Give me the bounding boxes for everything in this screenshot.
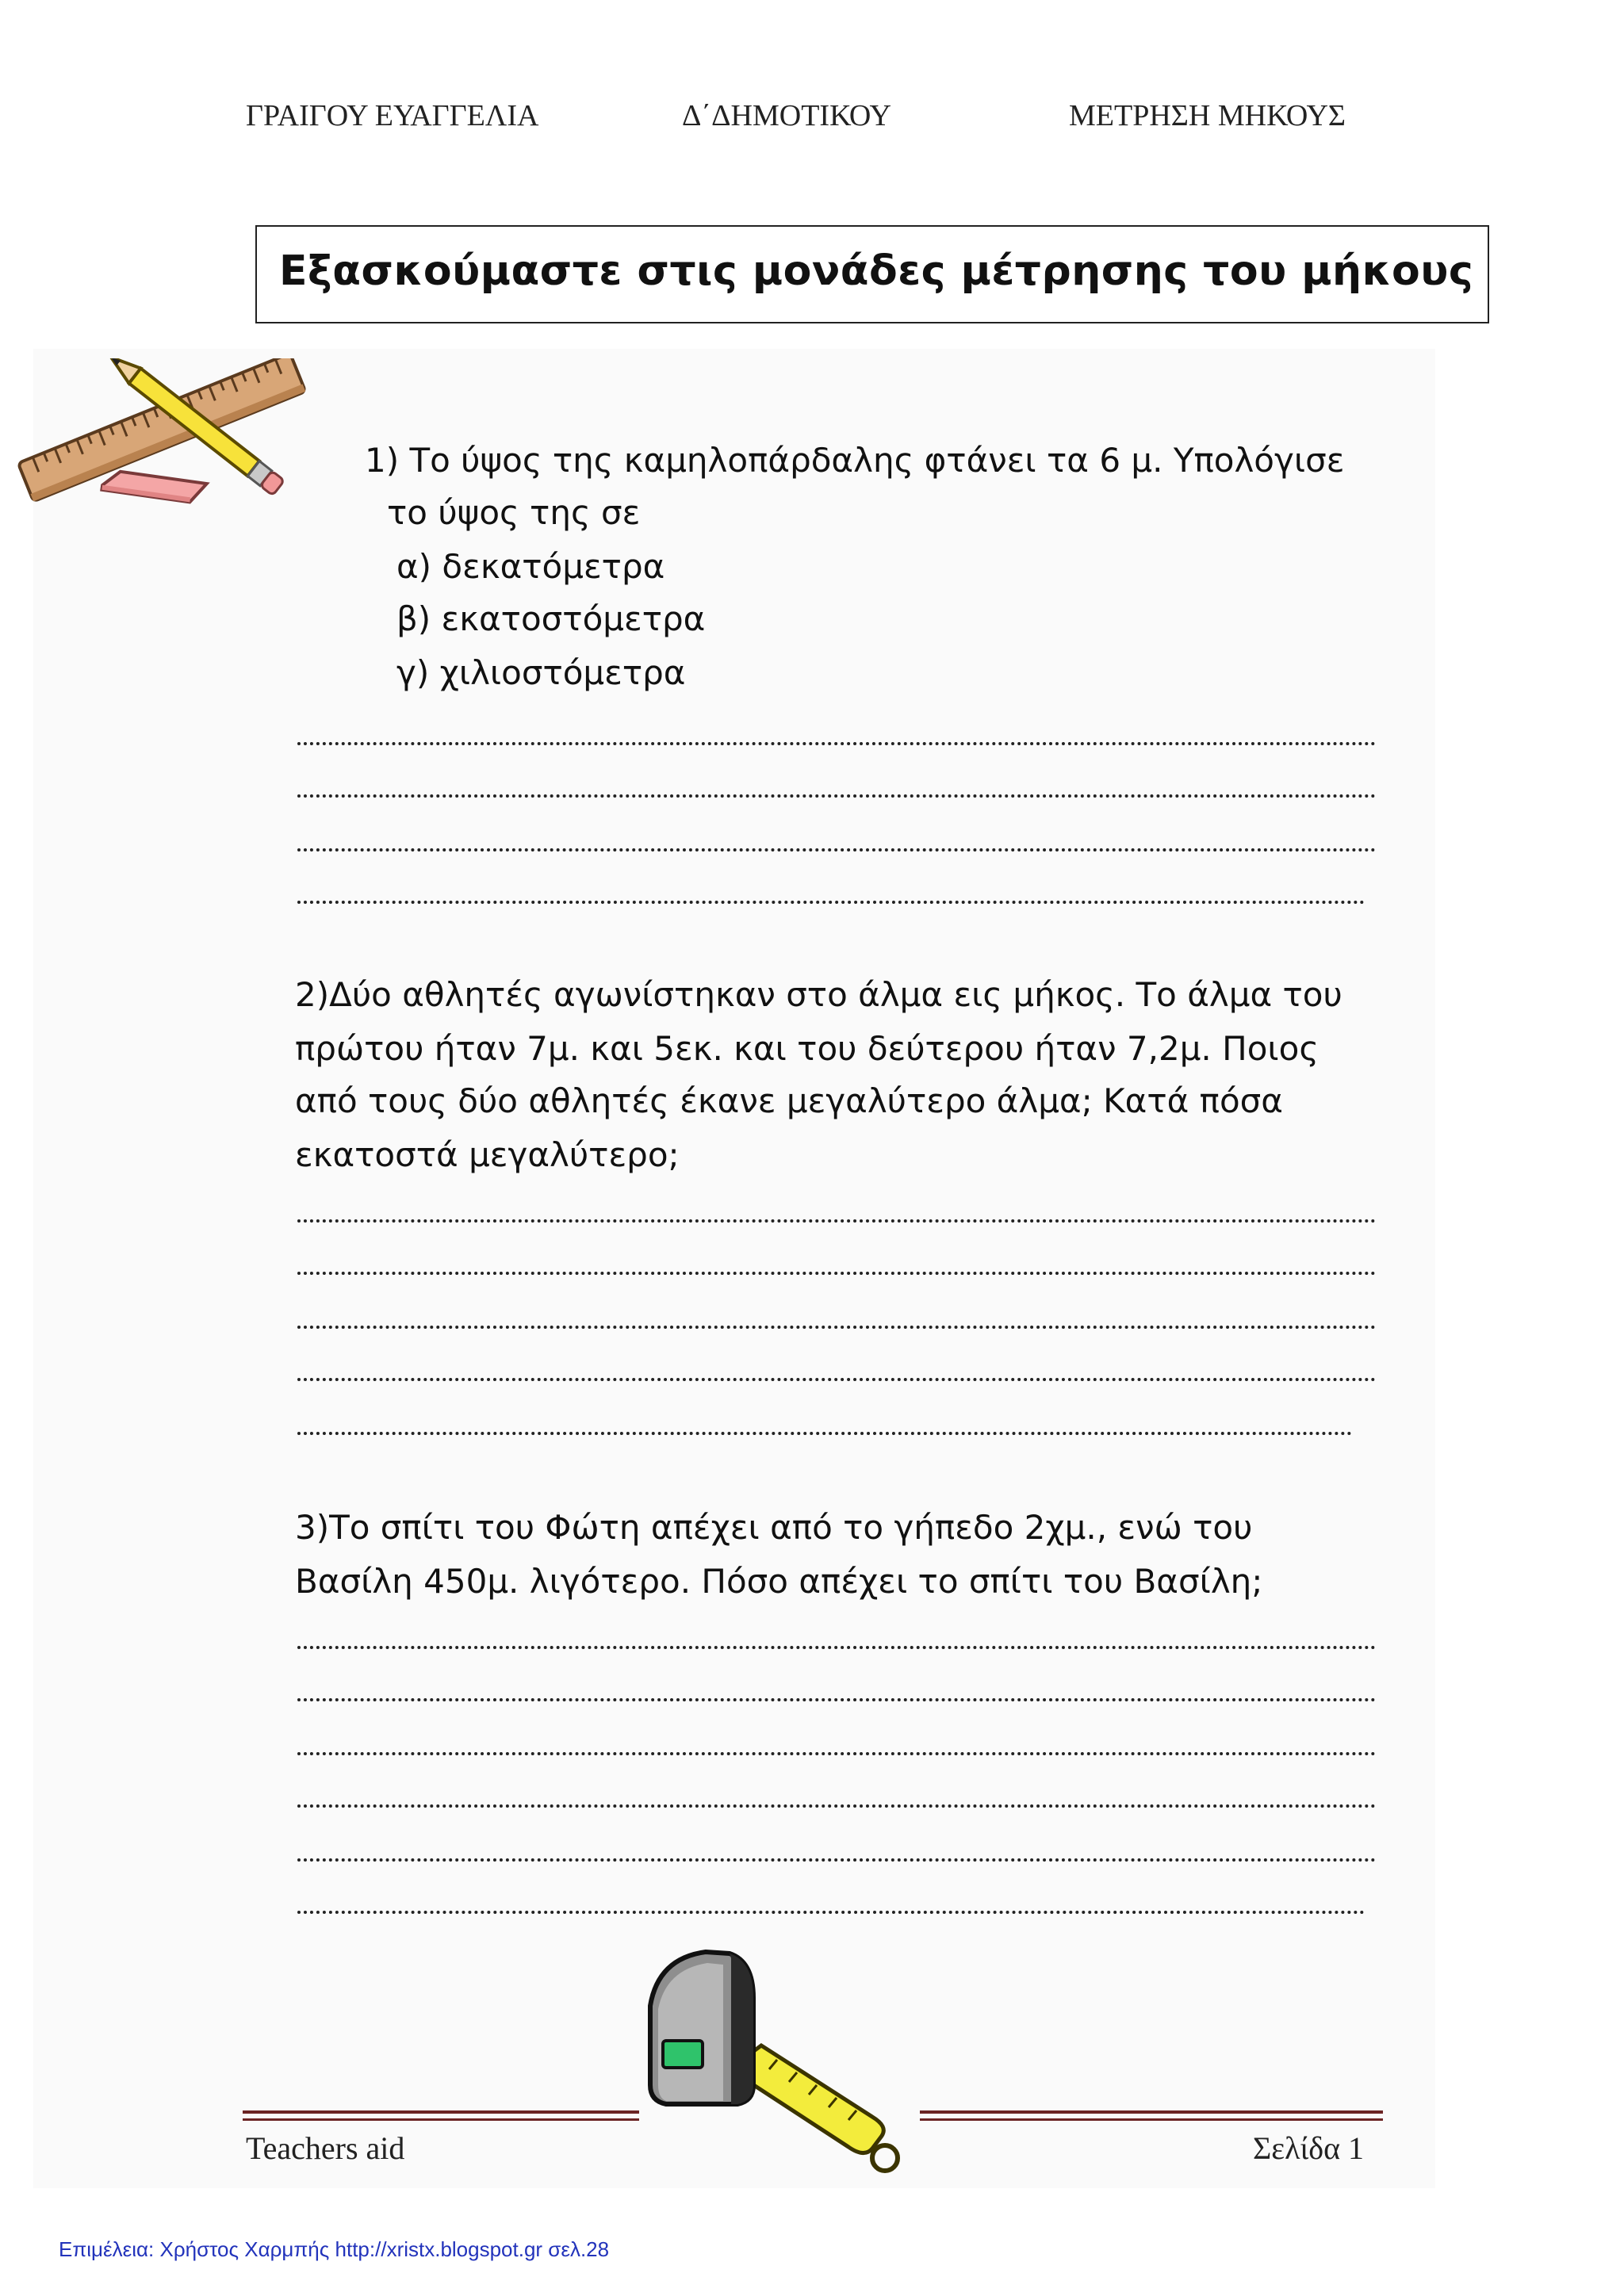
page-number: Σελίδα 1 (1253, 2130, 1365, 2166)
exercise-1-option-a: α) δεκατόμετρα (396, 547, 665, 586)
exercise-3-line-1: 3)Το σπίτι του Φώτη απέχει από το γήπεδο 2χμ., ενώ του (295, 1508, 1253, 1547)
exercise-2-line-2: πρώτου ήταν 7μ. και 5εκ. και του δεύτερου ήταν 7,2μ. Ποιος (295, 1029, 1319, 1068)
exercise-2-answer-line[interactable] (297, 1219, 1376, 1223)
exercise-1-answer-line[interactable] (297, 901, 1365, 904)
ruler-pencil-eraser-icon (11, 358, 320, 533)
exercise-1-option-b: β) εκατοστόμετρα (396, 599, 706, 638)
exercise-3-answer-line[interactable] (297, 1646, 1376, 1649)
footer-rule-right-thin (920, 2118, 1383, 2121)
exercise-2-answer-line[interactable] (297, 1326, 1376, 1329)
tape-measure-icon (634, 1942, 928, 2188)
footer-rule-left-thin (243, 2118, 639, 2121)
exercise-1-answer-line[interactable] (297, 794, 1376, 798)
exercise-2-line-3: από τους δύο αθλητές έκανε μεγαλύτερο άλμα; Κατά πόσα (295, 1081, 1283, 1120)
exercise-2-answer-line[interactable] (297, 1378, 1376, 1381)
exercise-1-option-c: γ) χιλιοστόμετρα (396, 653, 686, 692)
header-author: ΓΡΑΙΓΟΥ ΕΥΑΓΓΕΛΙΑ (246, 99, 539, 132)
exercise-3-answer-line[interactable] (297, 1752, 1376, 1755)
header-grade: Δ΄ΔΗΜΟΤΙΚΟΥ (682, 99, 891, 132)
exercise-3-answer-line[interactable] (297, 1804, 1376, 1808)
exercise-2-answer-line[interactable] (297, 1272, 1376, 1275)
exercise-1-line-2: το ύψος της σε (387, 493, 641, 532)
exercise-1-answer-line[interactable] (297, 848, 1376, 851)
footer-rule-left (243, 2110, 639, 2114)
exercise-3-answer-line[interactable] (297, 1858, 1376, 1862)
exercise-3-answer-line[interactable] (297, 1698, 1376, 1701)
credit-line: Επιμέλεια: Χρήστος Χαρμπής http://xristx.blogspot.gr σελ.28 (59, 2237, 610, 2261)
exercise-2-answer-line[interactable] (297, 1432, 1352, 1435)
exercise-3-line-2: Βασίλη 450μ. λιγότερο. Πόσο απέχει το σπίτι του Βασίλη; (295, 1562, 1263, 1601)
title-box (255, 225, 1489, 323)
footer-left-text: Teachers aid (246, 2130, 405, 2166)
exercise-1-answer-line[interactable] (297, 742, 1376, 745)
header-topic: ΜΕΤΡΗΣΗ ΜΗΚΟΥΣ (1069, 99, 1346, 132)
page-title: Εξασκούμαστε στις μονάδες μέτρησης του μήκους (279, 247, 1474, 295)
footer-rule-right (920, 2110, 1383, 2114)
exercise-2-line-4: εκατοστά μεγαλύτερο; (295, 1135, 680, 1174)
exercise-1-line-1: 1) Το ύψος της καμηλοπάρδαλης φτάνει τα 6 μ. Υπολόγισε (365, 441, 1345, 480)
exercise-3-answer-line[interactable] (297, 1911, 1365, 1914)
exercise-2-line-1: 2)Δύο αθλητές αγωνίστηκαν στο άλμα εις μήκος. Το άλμα του (295, 975, 1342, 1014)
